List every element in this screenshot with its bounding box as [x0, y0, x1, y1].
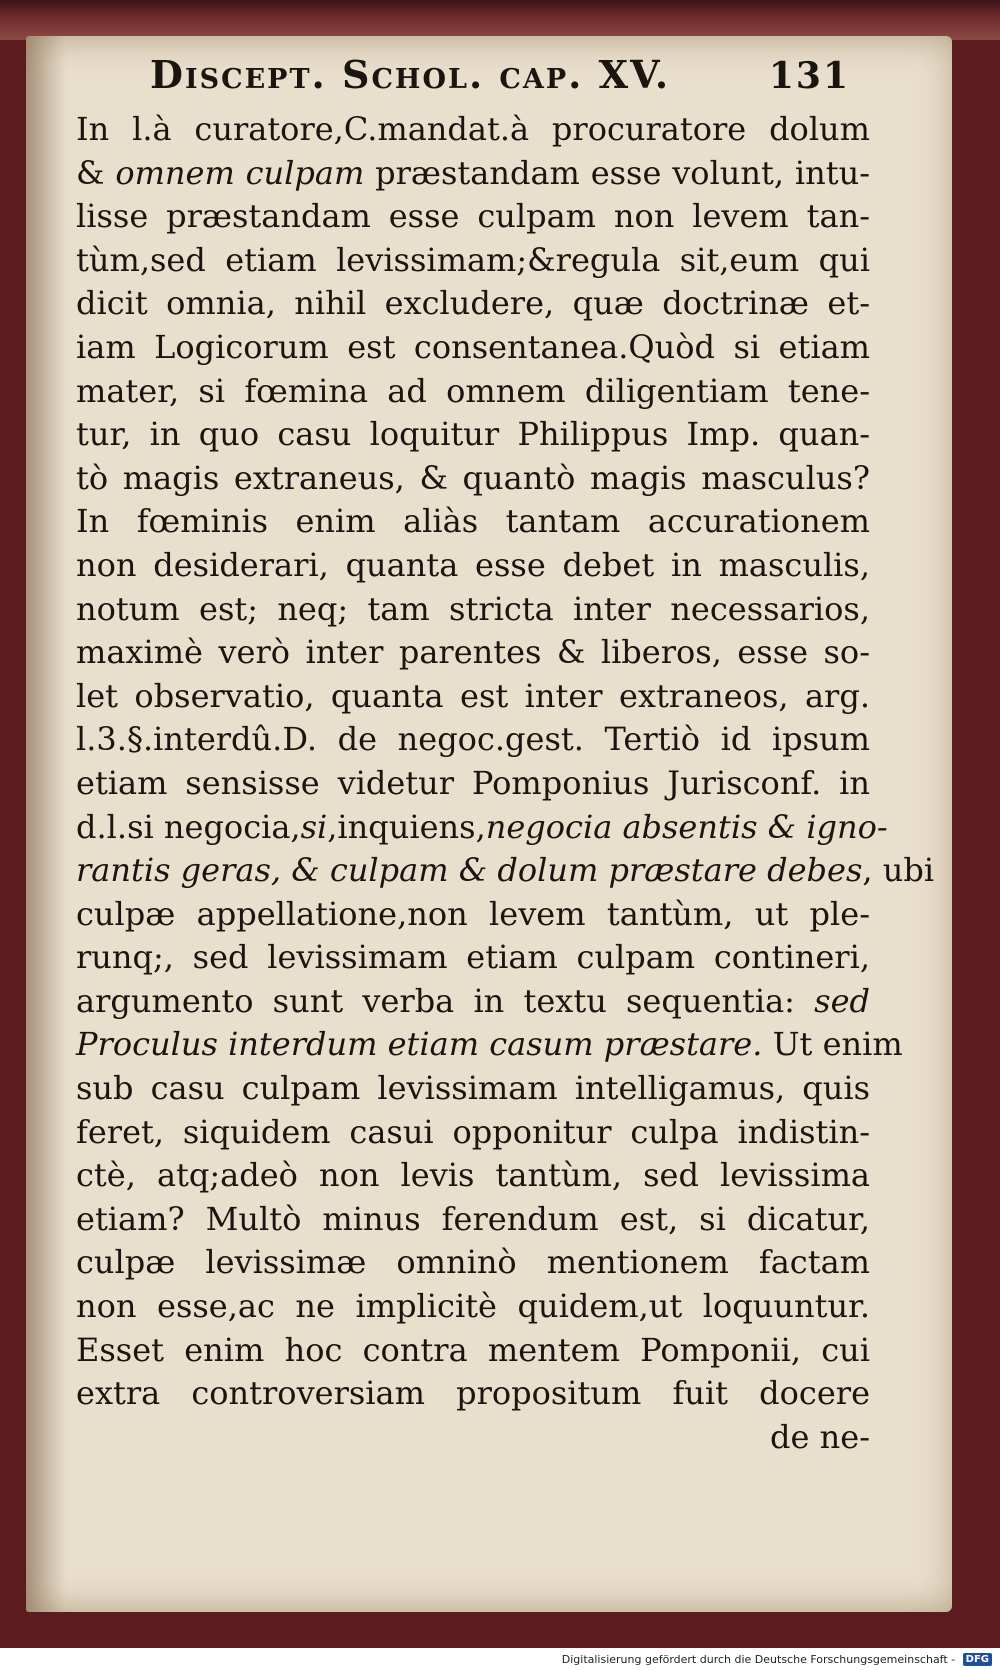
italic-text-segment: omnem culpam: [115, 153, 365, 192]
text-line: [76, 806, 888, 850]
text-segment: extra controversiam propositum fuit docere: [76, 1374, 870, 1413]
text-line: [76, 762, 870, 806]
text-segment: ,inquiens,: [327, 807, 486, 846]
text-line: [76, 675, 870, 719]
text-segment: non esse,ac ne implicitè quidem,ut loquuntur.: [76, 1287, 870, 1326]
italic-text-segment: si: [300, 807, 328, 846]
running-title: Discept. Schol. cap. XV.: [150, 52, 671, 97]
text-line: [76, 108, 870, 152]
text-segment: etiam sensisse videtur Pomponius Jurisconf. in: [76, 763, 870, 802]
text-line: [76, 980, 870, 1024]
italic-text-segment: sed: [814, 981, 870, 1020]
text-segment: tò magis extraneus, & quantò magis masculus?: [76, 458, 870, 497]
text-line: [76, 500, 870, 544]
text-line: [76, 457, 870, 501]
text-line: [76, 152, 870, 196]
page-number: 131: [768, 55, 850, 97]
italic-text-segment: Proculus interdum etiam casum præstare.: [76, 1025, 763, 1064]
text-segment: de ne-: [770, 1417, 870, 1456]
text-line: [76, 631, 870, 675]
text-segment: maximè verò inter parentes & liberos, esse so-: [76, 633, 870, 672]
italic-text-segment: negocia absentis & igno-: [485, 807, 888, 846]
text-segment: iam Logicorum est consentanea.Quòd si etiam: [76, 327, 870, 366]
text-segment: Ut enim: [762, 1025, 903, 1064]
text-segment: culpæ levissimæ omninò mentionem factam: [76, 1243, 870, 1282]
text-line: [76, 1154, 870, 1198]
text-segment: etiam? Multò minus ferendum est, si dicatur,: [76, 1199, 870, 1238]
text-segment: tur, in quo casu loquitur Philippus Imp. quan-: [76, 415, 870, 454]
dfg-logo: DFG: [963, 1653, 992, 1666]
text-segment: præstandam esse volunt, intu-: [364, 153, 871, 192]
text-line: [76, 1111, 870, 1155]
running-head: [150, 52, 850, 102]
body-text: [76, 108, 935, 1459]
text-line: [76, 1023, 903, 1067]
text-line: [76, 413, 870, 457]
text-line: [76, 588, 870, 632]
digitization-credit: Digitalisierung gefördert durch die Deutsche Forschungsgemeinschaft: [561, 1652, 948, 1666]
text-segment: In fœminis enim aliàs tantam accurationem: [76, 502, 870, 541]
text-segment: d.l.si negocia,: [76, 807, 301, 846]
text-segment: In l.à curatore,C.mandat.à procuratore dolum: [76, 110, 870, 148]
text-line: [76, 1067, 870, 1111]
page-top-edge: [0, 0, 1000, 40]
text-segment: sub casu culpam levissimam intelligamus, quis: [76, 1069, 870, 1108]
text-line: [76, 326, 870, 370]
text-segment: mater, si fœmina ad omnem diligentiam tene-: [76, 371, 870, 410]
text-segment: lisse præstandam esse culpam non levem tan-: [76, 197, 870, 236]
text-segment: culpæ appellatione,non levem tantùm, ut ple-: [76, 894, 870, 933]
italic-text-segment: rantis geras, & culpam & dolum præstare debes: [76, 851, 863, 890]
text-segment: &: [76, 153, 116, 192]
text-line: [76, 893, 870, 937]
text-segment: feret, siquidem casui opponitur culpa indistin-: [76, 1112, 870, 1151]
text-line: [76, 1372, 870, 1416]
text-segment: Esset enim hoc contra mentem Pomponii, cui: [76, 1330, 870, 1369]
text-line: [76, 1329, 870, 1373]
text-line: [76, 1241, 870, 1285]
text-line: [76, 718, 870, 762]
text-segment: notum est; neq; tam stricta inter necessarios,: [76, 589, 870, 628]
text-line: [76, 1416, 870, 1460]
text-segment: , ubi: [862, 851, 935, 890]
text-line: [76, 370, 870, 414]
text-line: [76, 1285, 870, 1329]
text-segment: ctè, atq;adeò non levis tantùm, sed levissima: [76, 1156, 870, 1195]
text-segment: let observatio, quanta est inter extraneos, arg.: [76, 676, 870, 715]
text-line: [76, 849, 935, 893]
text-line: [76, 936, 870, 980]
text-segment: argumento sunt verba in textu sequentia:: [76, 981, 815, 1020]
text-line: [76, 1198, 870, 1242]
footer-bar: Digitalisierung gefördert durch die Deutsche Forschungsgemeinschaft - DFG: [0, 1648, 1000, 1670]
text-line: [76, 195, 870, 239]
text-segment: dicit omnia, nihil excludere, quæ doctrinæ et-: [76, 284, 870, 323]
text-segment: tùm,sed etiam levissimam;&regula sit,eum qui: [76, 240, 870, 279]
text-line: [76, 544, 870, 588]
text-segment: non desiderari, quanta esse debet in masculis,: [76, 545, 870, 584]
text-line: [76, 239, 870, 283]
text-segment: l.3.§.interdû.D. de negoc.gest. Tertiò id ipsum: [76, 720, 870, 759]
text-line: [76, 282, 870, 326]
text-segment: runq;, sed levissimam etiam culpam contineri,: [76, 938, 870, 977]
